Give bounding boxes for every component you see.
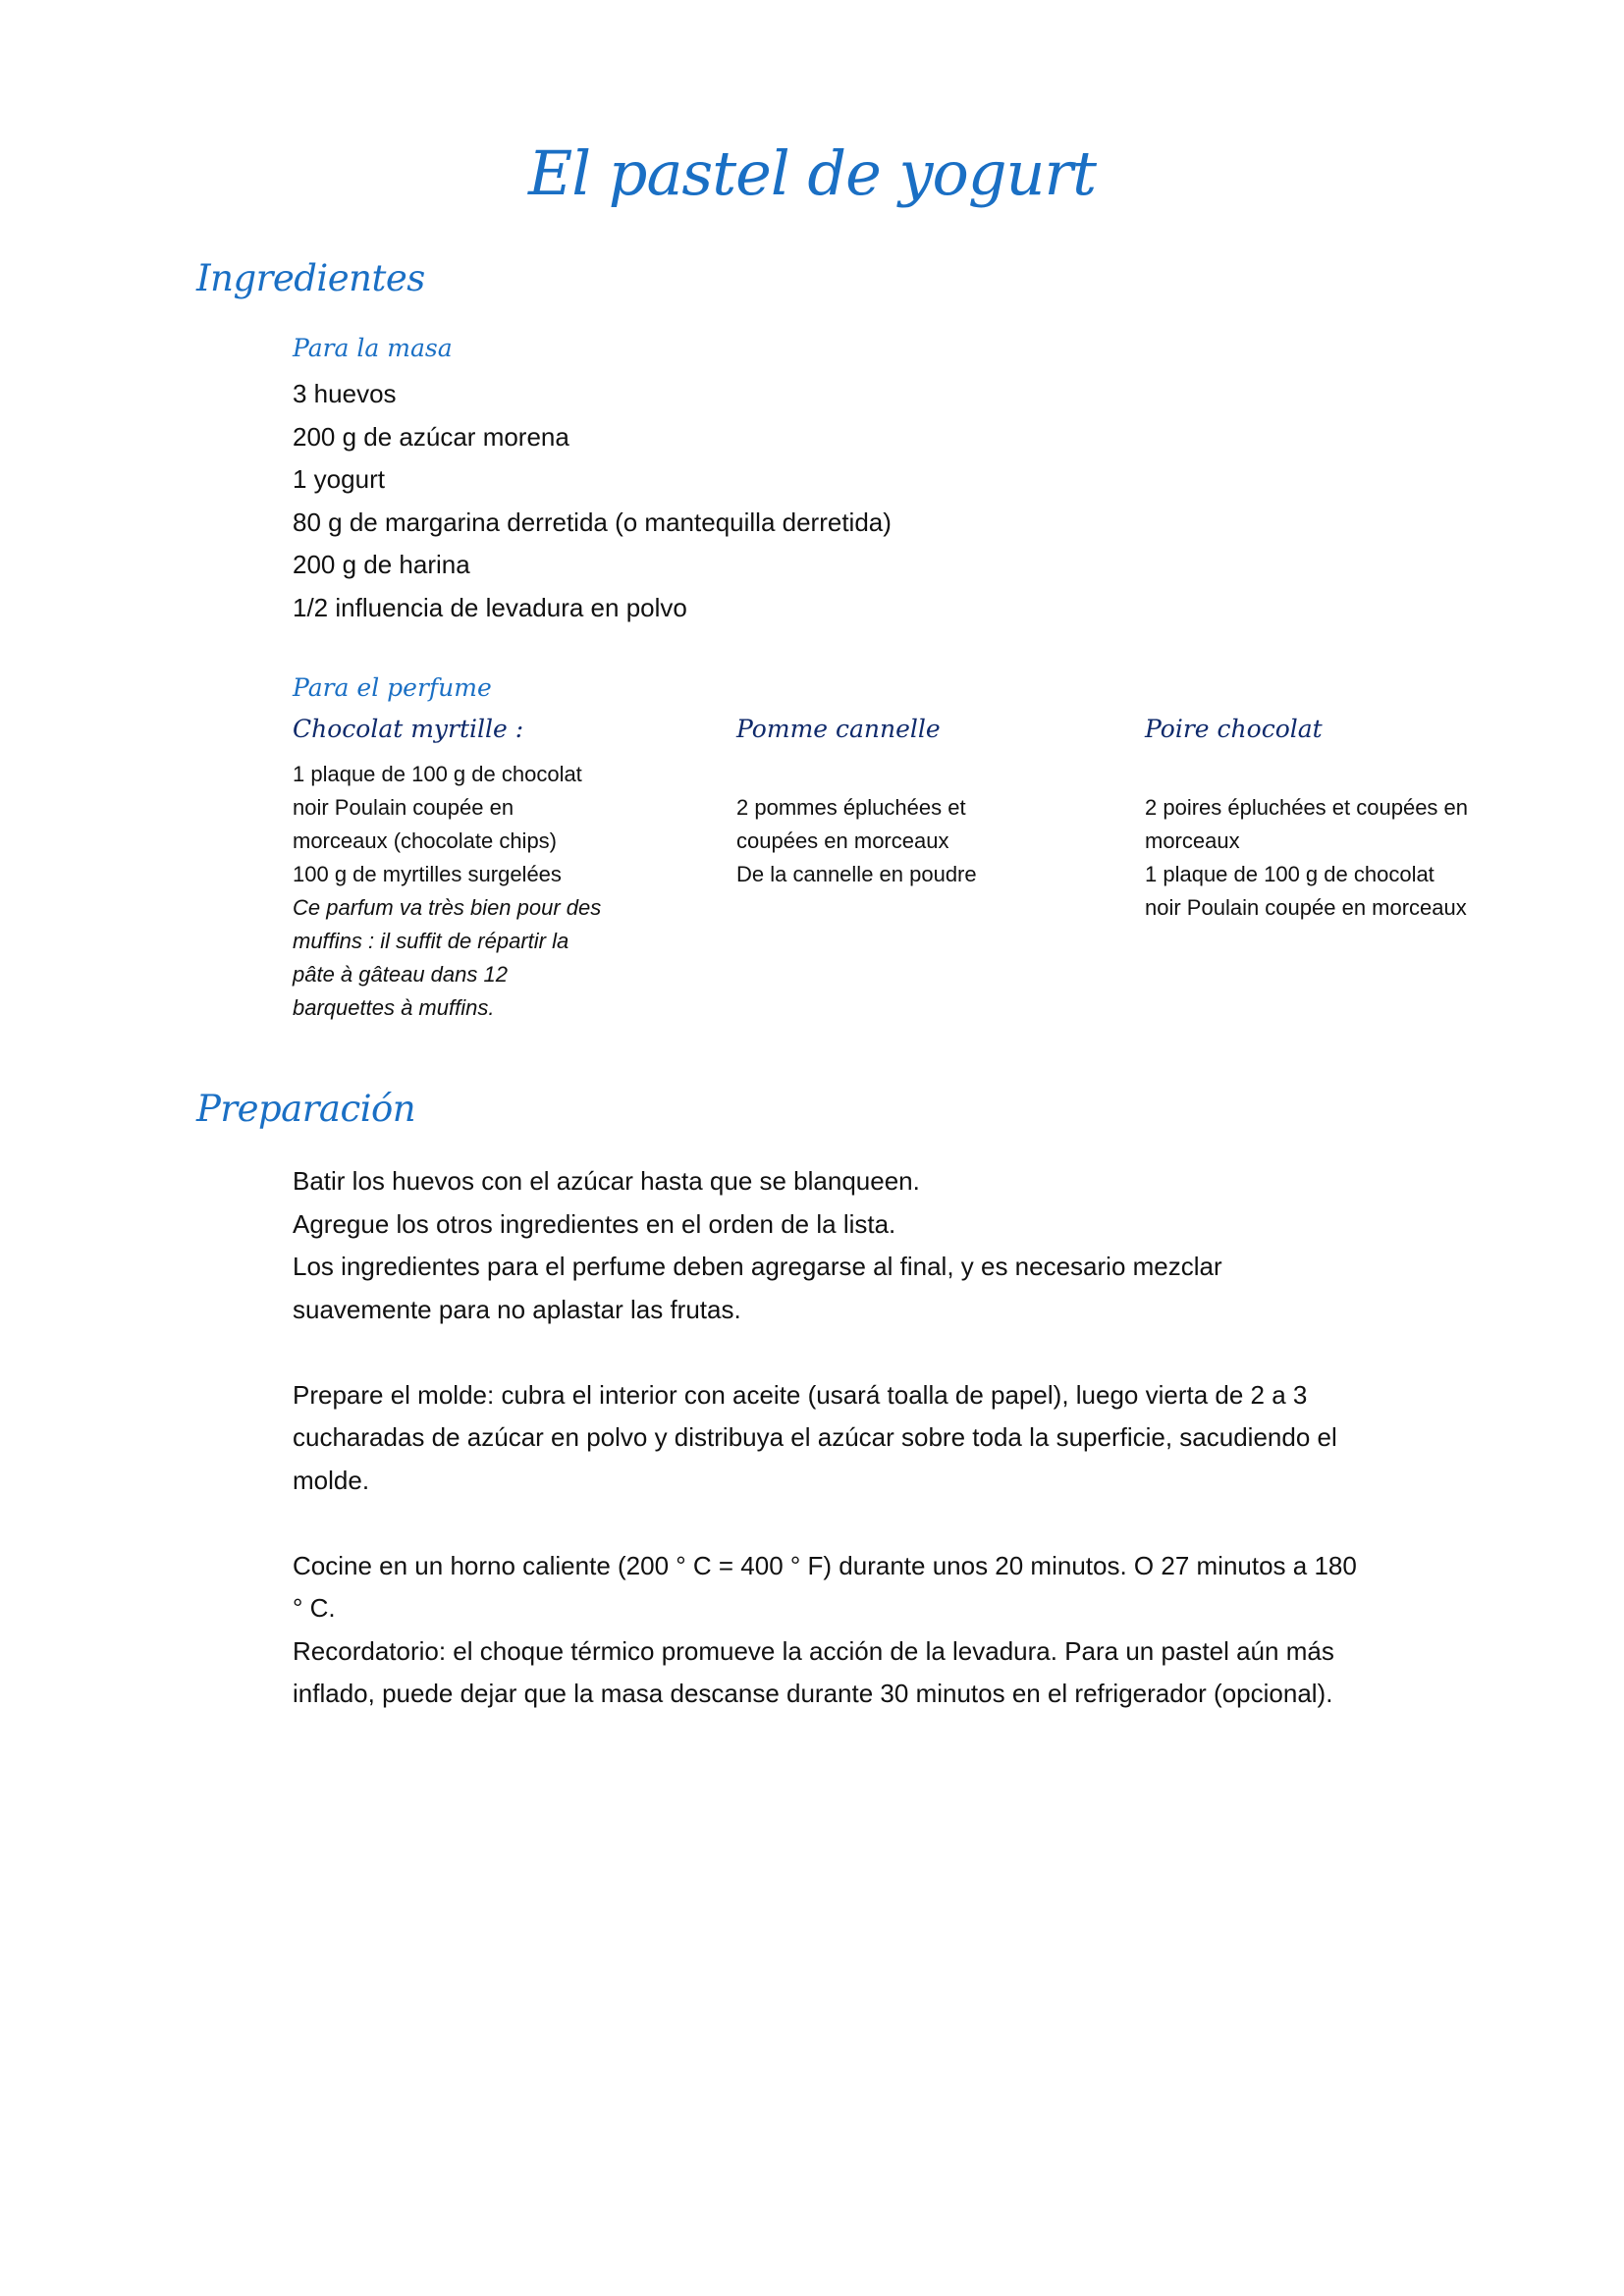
perfume-line: morceaux (chocolate chips) (293, 828, 558, 853)
perfume-line: morceaux (1145, 828, 1240, 853)
paragraph-line: Cocine en un horno caliente (200 ° C = 400 ° F) durante unos 20 minutos. O 27 minutos a 180 (293, 1550, 1357, 1580)
paragraph-line: cucharadas de azúcar en polvo y distribuya el azúcar sobre toda la superficie, sacudiendo el (293, 1422, 1337, 1452)
perfume-line: 1 plaque de 100 g de chocolat (293, 762, 582, 786)
dough-ingredient-list (293, 373, 892, 629)
perfume-line: De la cannelle en poudre (736, 862, 977, 886)
list-item: 1/2 influencia de levadura en polvo (293, 592, 687, 622)
preparation-heading: Preparación (196, 1088, 416, 1130)
perfume-variant-pomme-cannelle (736, 715, 1090, 891)
ingredients-heading: Ingredientes (196, 257, 425, 299)
perfume-line: noir Poulain coupée en (293, 795, 514, 820)
list-item: 200 g de harina (293, 550, 470, 579)
list-item: 3 huevos (293, 379, 397, 408)
paragraph-line: suavemente para no aplastar las frutas. (293, 1294, 741, 1324)
paragraph-line: Prepare el molde: cubra el interior con aceite (usará toalla de papel), luego vierta de 2 a 3 (293, 1379, 1308, 1410)
list-item: 80 g de margarina derretida (o mantequilla derretida) (293, 507, 892, 537)
paragraph-line: inflado, puede dejar que la masa descanse durante 30 minutos en el refrigerador (opcional). (293, 1679, 1333, 1708)
recipe-title: El pastel de yogurt (527, 137, 1097, 209)
paragraph-line: Los ingredientes para el perfume deben agregarse al final, y es necesario mezclar (293, 1252, 1222, 1281)
perfume-line: 2 pommes épluchées et (736, 795, 966, 820)
perfume-variant-title: Poire chocolat (1145, 715, 1323, 743)
perfume-line: coupées en morceaux (736, 828, 949, 853)
perfume-line: 100 g de myrtilles surgelées (293, 862, 562, 886)
list-item: 200 g de azúcar morena (293, 421, 569, 452)
paragraph-line: molde. (293, 1465, 370, 1495)
perfume-variant-chocolat-myrtille (293, 715, 685, 1025)
perfume-line: noir Poulain coupée en morceaux (1145, 895, 1467, 920)
perfume-note: barquettes à muffins. (293, 995, 495, 1020)
perfume-note: muffins : il suffit de répartir la (293, 929, 569, 953)
paragraph-line: Batir los huevos con el azúcar hasta que se blanqueen. (293, 1166, 920, 1196)
perfume-variant-poire-chocolat (1145, 715, 1557, 925)
preparation-paragraph (293, 1545, 1471, 1716)
paragraph-line: ° C. (293, 1593, 336, 1623)
preparation-paragraph (293, 1160, 1471, 1331)
paragraph-line: Agregue los otros ingredientes en el orden de la lista. (293, 1208, 896, 1239)
perfume-line: 1 plaque de 100 g de chocolat (1145, 862, 1435, 886)
perfume-heading: Para el perfume (293, 673, 492, 702)
preparation-paragraph (293, 1374, 1471, 1503)
perfume-note: pâte à gâteau dans 12 (293, 962, 508, 987)
preparation-text (293, 1160, 1471, 1758)
perfume-note: Ce parfum va très bien pour des (293, 895, 602, 920)
perfume-line: 2 poires épluchées et coupées en (1145, 795, 1469, 820)
paragraph-line: Recordatorio: el choque térmico promueve la acción de la levadura. Para un pastel aún más (293, 1635, 1334, 1666)
list-item: 1 yogurt (293, 464, 385, 494)
perfume-variant-title: Chocolat myrtille : (293, 715, 524, 743)
dough-heading: Para la masa (293, 334, 453, 362)
perfume-variant-title: Pomme cannelle (736, 715, 941, 743)
